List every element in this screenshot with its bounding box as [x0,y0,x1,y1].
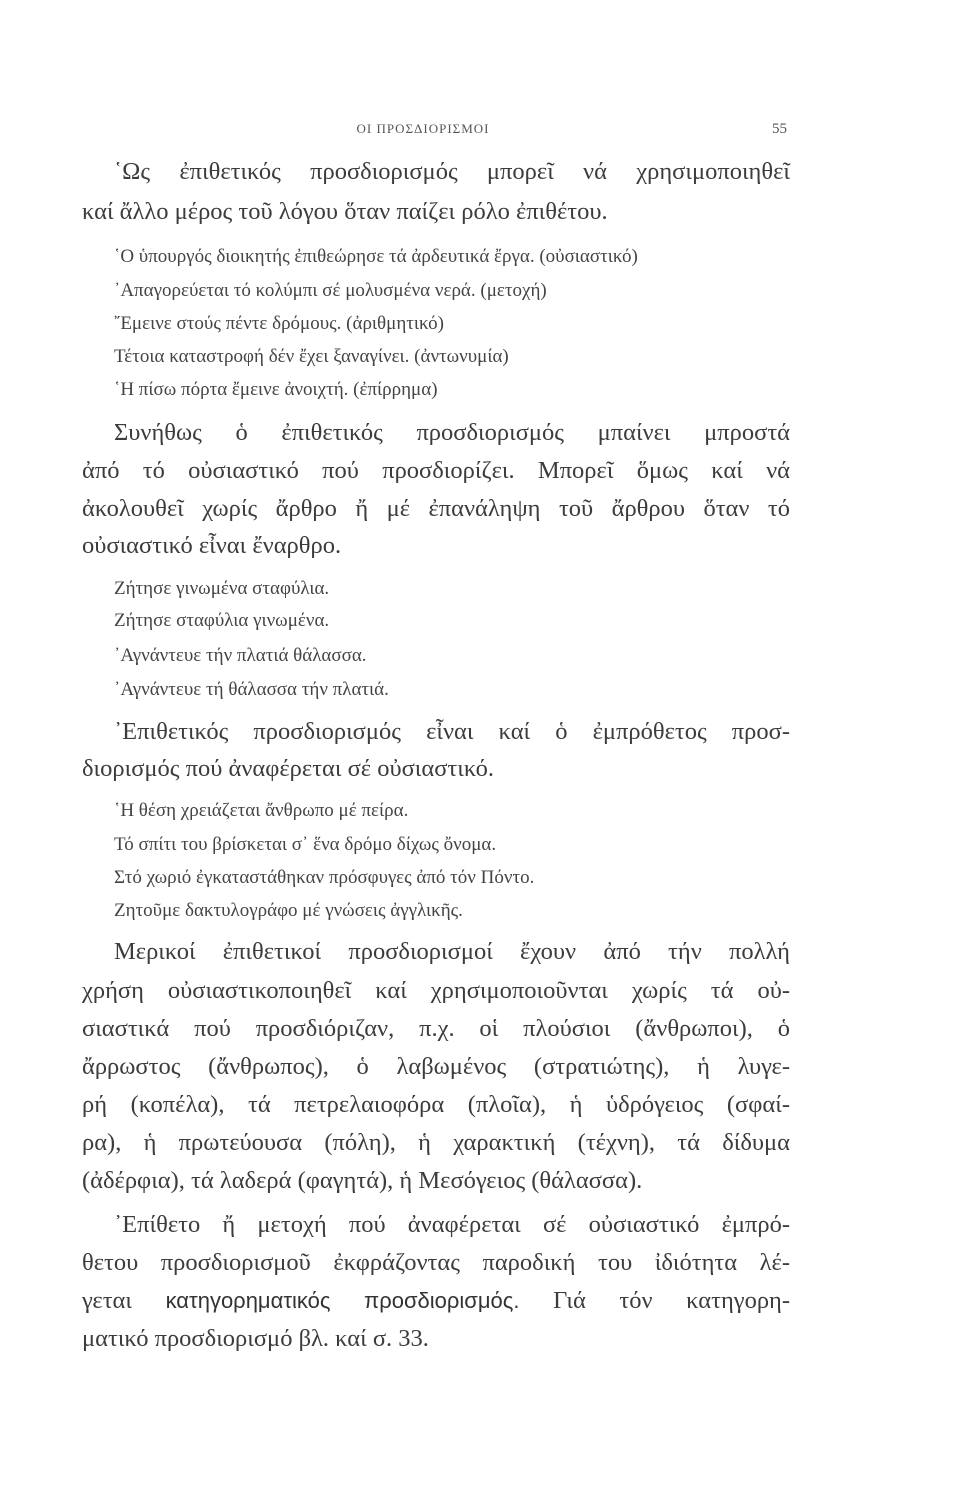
example-line: ῾Η πίσω πόρτα ἔμεινε ἀνοιχτή. (ἐπίρρημα) [114,379,438,400]
example-line: Στό χωριό ἐγκαταστάθηκαν πρόσφυγες ἀπό τόν Πόντο. [114,867,535,888]
page-number: 55 [772,121,787,137]
example-line: ᾿Απαγορεύεται τό κολύμπι σέ μολυσμένα νερά. (μετοχή) [114,280,547,301]
paragraph-line: (ἀδέρφια), τά λαδερά (φαγητά), ἡ Μεσόγειος (θάλασσα). [82,1167,643,1194]
example-line: Τέτοια καταστροφή δέν ἔχει ξαναγίνει. (ἀντωνυμία) [114,346,509,367]
paragraph-line: θετου προσδιορισμοῦ ἐκφράζοντας παροδική του ἰδιότητα λέ- [82,1249,790,1276]
paragraph-line: ἀκολουθεῖ χωρίς ἄρθρο ἤ μέ ἐπανάληψη τοῦ ἄρθρου ὅταν τό [82,495,790,522]
example-line: Τό σπίτι του βρίσκεται σ᾿ ἕνα δρόμο δίχως ὄνομα. [114,834,497,855]
paragraph-line: διορισμός πού ἀναφέρεται σέ οὐσιαστικό. [82,755,495,782]
example-line: Ζήτησε σταφύλια γινωμένα. [114,610,330,631]
example-line: ῾Η θέση χρειάζεται ἄνθρωπο μέ πείρα. [114,800,409,821]
running-head [0,121,972,141]
example-line: ῎Εμεινε στούς πέντε δρόμους. (ἀριθμητικό) [114,313,444,334]
example-line: ῾Ο ὑπουργός διοικητής ἐπιθεώρησε τά ἀρδευτικά ἔργα. (οὐσιαστικό) [114,246,638,267]
example-line: ᾿Αγνάντευε τή θάλασσα τήν πλατιά. [114,679,389,700]
example-line: Ζητοῦμε δακτυλογράφο μέ γνώσεις ἀγγλικῆς. [114,900,463,921]
example-line: Ζήτησε γινωμένα σταφύλια. [114,578,330,599]
term-bold: κατηγορηματικός προσδιορισμός. [165,1288,520,1313]
paragraph-line: Μερικοί ἐπιθετικοί προσδιορισμοί ἔχουν ἀπό τήν πολλή [114,938,790,965]
paragraph-line: χρήση οὐσιαστικοποιηθεῖ καί χρησιμοποιοῦνται χωρίς τά οὐ- [82,977,790,1004]
paragraph-line-with-term [82,1287,790,1315]
paragraph-line: ἀπό τό οὐσιαστικό πού προσδιορίζει. Μπορεῖ ὅμως καί νά [82,457,790,484]
paragraph-line: Συνήθως ὁ ἐπιθετικός προσδιορισμός μπαίνει μπροστά [114,419,790,446]
paragraph-line: καί ἄλλο μέρος τοῦ λόγου ὅταν παίζει ρόλο ἐπιθέτου. [82,198,608,225]
paragraph-line: ρή (κοπέλα), τά πετρελαιοφόρα (πλοῖα), ἡ ὑδρόγειος (σφαί- [82,1091,790,1118]
paragraph-line: ἄρρωστος (ἄνθρωπος), ὁ λαβωμένος (στρατιώτης), ἡ λυγε- [82,1053,790,1080]
paragraph-line: ματικό προσδιορισμό βλ. καί σ. 33. [82,1325,429,1352]
paragraph-line: σιαστικά πού προσδιόριζαν, π.χ. οἱ πλούσιοι (ἄνθρωποι), ὁ [82,1015,790,1042]
paragraph-line: ᾿Επίθετο ἤ μετοχή πού ἀναφέρεται σέ οὐσιαστικό ἐμπρό- [114,1211,790,1238]
paragraph-line: ᾿Επιθετικός προσδιορισμός εἶναι καί ὁ ἐμπρόθετος προσ- [114,718,790,745]
running-title: ΟΙ ΠΡΟΣΔΙΟΡΙΣΜΟΙ [356,121,490,136]
paragraph-line: ρα), ἡ πρωτεύουσα (πόλη), ἡ χαρακτική (τέχνη), τά δίδυμα [82,1129,790,1156]
example-line: ᾿Αγνάντευε τήν πλατιά θάλασσα. [114,645,367,666]
line-suffix: Γιά τόν κατηγορη- [553,1287,791,1314]
paragraph-line: οὐσιαστικό εἶναι ἔναρθρο. [82,532,342,559]
line-prefix: γεται [82,1287,132,1314]
paragraph-line: ῾Ως ἐπιθετικός προσδιορισμός μπορεῖ νά χρησιμοποιηθεῖ [114,158,790,185]
